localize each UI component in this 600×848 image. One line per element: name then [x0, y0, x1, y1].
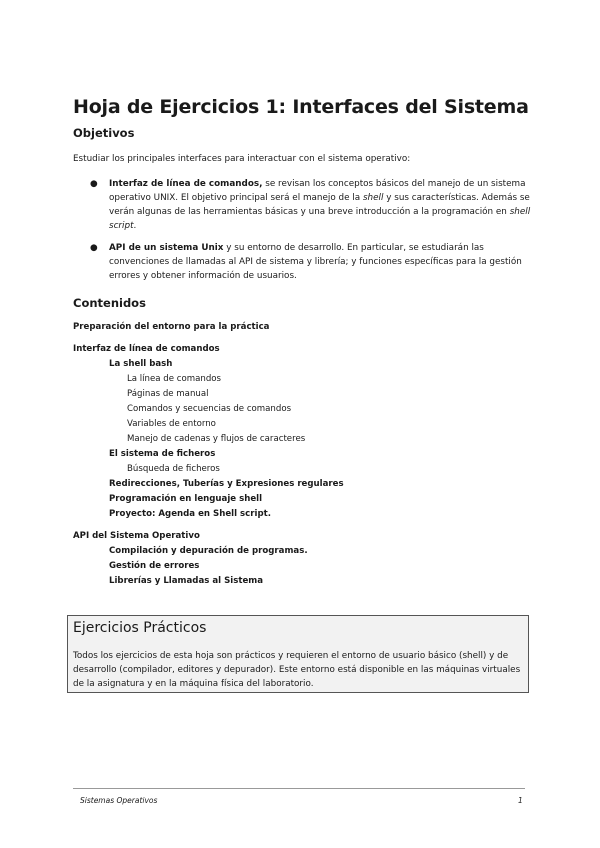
toc-item: El sistema de ficheros	[109, 449, 216, 459]
list-item	[73, 177, 533, 233]
contents-list	[73, 320, 344, 589]
toc-item: Páginas de manual	[127, 389, 209, 399]
toc-item: Compilación y depuración de programas.	[109, 546, 308, 556]
toc-item: Interfaz de línea de comandos	[73, 344, 220, 354]
objectives-list	[73, 177, 533, 283]
page-title: Hoja de Ejercicios 1: Interfaces del Sistema	[73, 96, 529, 118]
bullet-term: API de un sistema Unix	[109, 243, 224, 253]
toc-item: API del Sistema Operativo	[73, 531, 200, 541]
toc-item: Redirecciones, Tuberías y Expresiones regulares	[109, 479, 344, 489]
bullet-emphasis: shell script	[109, 207, 531, 231]
practical-heading: Ejercicios Prácticos	[73, 620, 207, 636]
bullet-icon: ●	[90, 243, 98, 253]
toc-item: Variables de entorno	[127, 419, 216, 429]
bullet-emphasis: shell	[362, 193, 384, 203]
toc-item: Gestión de errores	[109, 561, 200, 571]
toc-item: Programación en lenguaje shell	[109, 494, 263, 504]
bullet-text: y su entorno de desarrollo. En particular, se estudiarán las convenciones de llamadas al API de sistema y librería; y funciones específicas para la gestión errores y obtener información de usuarios.	[109, 243, 522, 281]
toc-item: Comandos y secuencias de comandos	[127, 404, 292, 414]
practical-exercises-box	[67, 615, 529, 693]
objectives-intro: Estudiar los principales interfaces para interactuar con el sistema operativo:	[73, 154, 411, 164]
toc-item: La línea de comandos	[127, 374, 222, 384]
footer-course: Sistemas Operativos	[80, 796, 158, 805]
toc-item: Proyecto: Agenda en Shell script.	[109, 509, 271, 519]
bullet-text: .	[133, 221, 137, 231]
objectives-heading: Objetivos	[73, 126, 135, 140]
toc-item: La shell bash	[109, 359, 173, 369]
toc-item: Manejo de cadenas y flujos de caracteres	[127, 434, 306, 444]
practical-text: Todos los ejercicios de esta hoja son prácticos y requieren el entorno de usuario básico (shell) y de desarrollo (compilador, editores y depurador). Este entorno está disponible en las máquinas virtuales de la asignatura y en la máquina física del laboratorio.	[73, 651, 521, 689]
toc-item: Búsqueda de ficheros	[127, 464, 220, 474]
toc-item: Librerías y Llamadas al Sistema	[109, 576, 264, 586]
footer-divider	[73, 788, 525, 789]
list-item	[73, 241, 533, 283]
bullet-text: se revisan los conceptos básicos del manejo de un sistema operativo UNIX. El objetivo principal será el manejo de la	[109, 179, 526, 203]
toc-item: Preparación del entorno para la práctica	[73, 322, 270, 332]
bullet-text: y sus características. Además se verán algunas de las herramientas básicas y una breve introducción a la programación en	[109, 193, 530, 217]
bullet-icon: ●	[90, 179, 98, 189]
bullet-term: Interfaz de línea de comandos,	[109, 179, 263, 189]
contents-heading: Contenidos	[73, 296, 146, 310]
page-number: 1	[518, 796, 523, 805]
